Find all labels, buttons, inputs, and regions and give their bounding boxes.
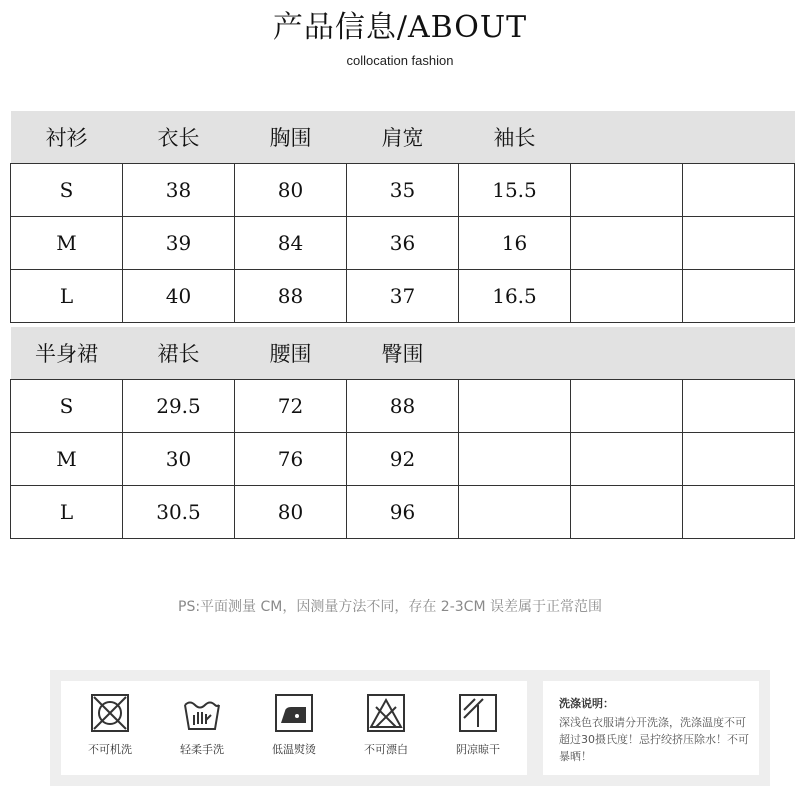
washing-instructions-text: 深浅色衣服请分开洗涤，洗涤温度不可超过30摄氏度！忌拧绞挤压除水！不可暴晒！ <box>559 716 749 763</box>
table-cell: 39 <box>123 217 235 270</box>
header-cell: 裙长 <box>123 327 235 380</box>
header-cell: 肩宽 <box>347 111 459 164</box>
no-machine-wash-icon <box>80 691 140 735</box>
shirt-header-row <box>11 111 795 164</box>
care-instructions-panel <box>50 670 770 786</box>
table-cell: 16 <box>459 217 571 270</box>
table-cell <box>571 270 683 323</box>
washing-instructions-title: 洗涤说明： <box>559 697 614 710</box>
header-cell: 衣长 <box>123 111 235 164</box>
care-label: 轻柔手洗 <box>180 743 224 756</box>
header-cell: 袖长 <box>459 111 571 164</box>
care-item <box>264 691 324 757</box>
measurement-note: PS:平面测量 CM，因测量方法不同，存在 2-3CM 误差属于正常范围 <box>178 599 602 615</box>
page-subtitle: collocation fashion <box>346 53 454 68</box>
care-icons-box <box>61 681 527 775</box>
shirt-size-table <box>10 111 795 323</box>
table-row <box>11 380 795 433</box>
table-cell: 30.5 <box>123 486 235 539</box>
care-item <box>172 691 232 757</box>
table-cell: 88 <box>347 380 459 433</box>
table-row <box>11 433 795 486</box>
table-cell: 30 <box>123 433 235 486</box>
table-row <box>11 217 795 270</box>
table-cell <box>683 486 795 539</box>
care-label: 不可漂白 <box>364 743 408 756</box>
skirt-header-row <box>11 327 795 380</box>
table-cell <box>571 380 683 433</box>
header-cell: 半身裙 <box>11 327 123 380</box>
table-cell <box>571 486 683 539</box>
care-item <box>80 691 140 757</box>
table-cell <box>683 217 795 270</box>
header-cell <box>683 327 795 380</box>
washing-instructions-box <box>543 681 759 775</box>
table-cell <box>683 164 795 217</box>
care-label: 阴凉晾干 <box>456 743 500 756</box>
care-label: 不可机洗 <box>88 743 132 756</box>
table-cell <box>571 217 683 270</box>
table-cell <box>683 380 795 433</box>
table-cell: 40 <box>123 270 235 323</box>
table-row <box>11 164 795 217</box>
table-cell <box>459 433 571 486</box>
table-cell <box>459 380 571 433</box>
table-cell: 84 <box>235 217 347 270</box>
table-cell: 15.5 <box>459 164 571 217</box>
table-row <box>11 270 795 323</box>
table-cell: 29.5 <box>123 380 235 433</box>
no-bleach-icon <box>356 691 416 735</box>
table-cell: M <box>11 433 123 486</box>
header-cell <box>571 111 683 164</box>
low-iron-icon <box>264 691 324 735</box>
shade-dry-icon <box>448 691 508 735</box>
table-cell <box>459 486 571 539</box>
table-cell <box>683 270 795 323</box>
table-cell: 96 <box>347 486 459 539</box>
care-label: 低温熨烫 <box>272 743 316 756</box>
table-cell: L <box>11 270 123 323</box>
header-cell: 腰围 <box>235 327 347 380</box>
care-item <box>356 691 416 757</box>
page-title: 产品信息/ABOUT <box>272 10 528 45</box>
header-cell: 衬衫 <box>11 111 123 164</box>
header-cell <box>571 327 683 380</box>
table-cell: S <box>11 164 123 217</box>
table-cell: 16.5 <box>459 270 571 323</box>
table-cell: 72 <box>235 380 347 433</box>
header-cell: 臀围 <box>347 327 459 380</box>
skirt-size-table <box>10 327 795 539</box>
care-item <box>448 691 508 757</box>
table-cell: 36 <box>347 217 459 270</box>
table-cell: 38 <box>123 164 235 217</box>
table-cell: 37 <box>347 270 459 323</box>
table-cell: 76 <box>235 433 347 486</box>
table-cell: 92 <box>347 433 459 486</box>
header-cell <box>683 111 795 164</box>
table-cell <box>571 433 683 486</box>
table-row <box>11 486 795 539</box>
table-cell: 88 <box>235 270 347 323</box>
table-cell: 80 <box>235 164 347 217</box>
table-cell <box>571 164 683 217</box>
header-cell <box>459 327 571 380</box>
table-cell: 35 <box>347 164 459 217</box>
table-cell: M <box>11 217 123 270</box>
table-cell: S <box>11 380 123 433</box>
table-cell: 80 <box>235 486 347 539</box>
table-cell: L <box>11 486 123 539</box>
hand-wash-icon <box>172 691 232 735</box>
table-cell <box>683 433 795 486</box>
header-cell: 胸围 <box>235 111 347 164</box>
